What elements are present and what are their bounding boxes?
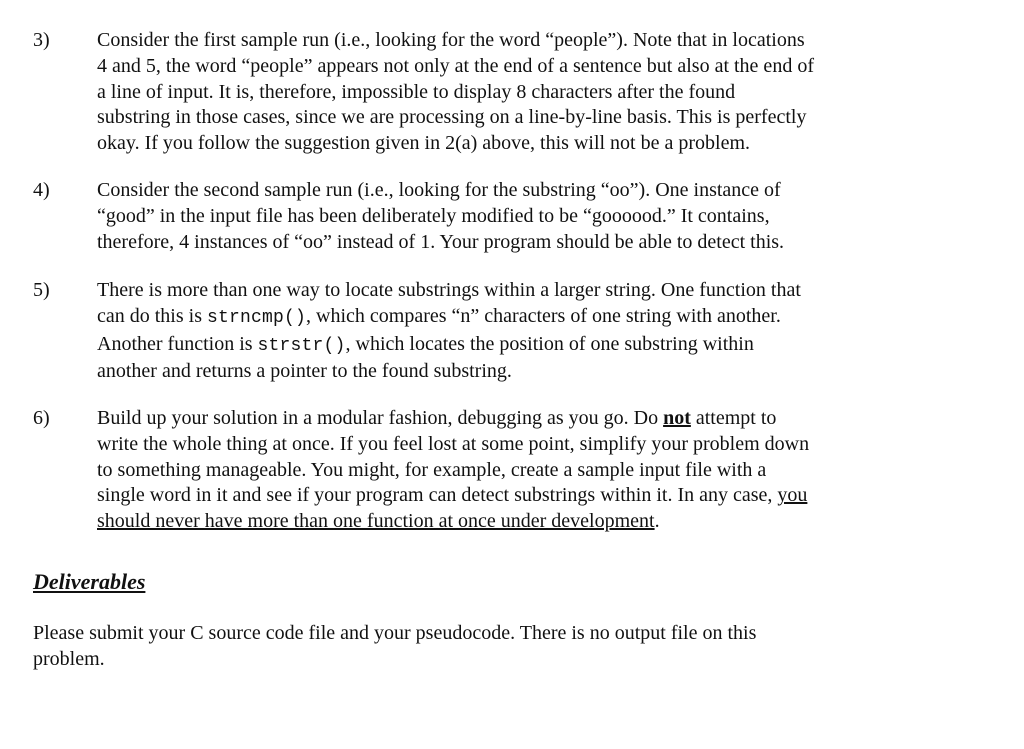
text-segment: single word in it and see if your program can detect substrings within it. In any case, — [97, 484, 778, 507]
text-segment: , which locates the position of one substring within — [345, 332, 754, 355]
code-strstr: strstr() — [257, 335, 346, 356]
text-line — [97, 509, 913, 535]
text-line — [97, 332, 913, 360]
item-number: 5) — [33, 279, 50, 301]
text-line: 4 and 5, the word “people” appears not only at the end of a sentence but also at the end of — [97, 54, 814, 77]
deliverables-text — [33, 621, 913, 673]
text-segment: attempt to — [690, 407, 777, 429]
item-text — [97, 406, 913, 535]
text-segment: . — [654, 510, 660, 533]
text-line: “good” in the input file has been deliberately modified to be “goooood.” It contains, — [97, 204, 770, 227]
text-line — [97, 406, 913, 432]
text-line: okay. If you follow the suggestion given in 2(a) above, this will not be a problem. — [97, 132, 751, 155]
text-line: therefore, 4 instances of “oo” instead of 1. Your program should be able to detect this. — [97, 230, 785, 253]
text-line: Consider the first sample run (i.e., looking for the word “people”). Note that in locations — [97, 29, 805, 51]
text-line: substring in those cases, since we are processing on a line-by-line basis. This is perfectly — [97, 106, 807, 129]
text-line — [97, 483, 913, 509]
text-line: another and returns a pointer to the found substring. — [97, 360, 512, 383]
underlined-text: should never have more than one function at once under development — [97, 510, 655, 533]
text-segment: Build up your solution in a modular fashion, debugging as you go. Do — [97, 407, 664, 429]
item-text — [97, 178, 913, 255]
emphasis-not: not — [663, 407, 691, 429]
text-segment: can do this is — [97, 304, 207, 327]
deliverables-heading: Deliverables — [33, 569, 146, 594]
underlined-text: you — [777, 484, 808, 507]
item-text — [97, 278, 913, 385]
item-number: 4) — [33, 179, 50, 201]
text-line: Consider the second sample run (i.e., looking for the substring “oo”). One instance of — [97, 179, 781, 201]
text-segment: Another function is — [97, 332, 258, 355]
text-line: Please submit your C source code file and your pseudocode. There is no output file on this — [33, 622, 757, 644]
text-segment: , which compares “n” characters of one string with another. — [306, 304, 781, 327]
text-line: problem. — [33, 647, 105, 670]
text-line: There is more than one way to locate substrings within a larger string. One function that — [97, 279, 801, 301]
text-line: write the whole thing at once. If you feel lost at some point, simplify your problem down — [97, 432, 810, 455]
text-line: to something manageable. You might, for example, create a sample input file with a — [97, 458, 767, 481]
text-line — [97, 304, 913, 332]
code-strncmp: strncmp() — [207, 307, 307, 328]
item-number: 3) — [33, 29, 50, 51]
text-line: a line of input. It is, therefore, impossible to display 8 characters after the found — [97, 80, 736, 103]
item-number: 6) — [33, 407, 50, 429]
item-text — [97, 28, 913, 157]
